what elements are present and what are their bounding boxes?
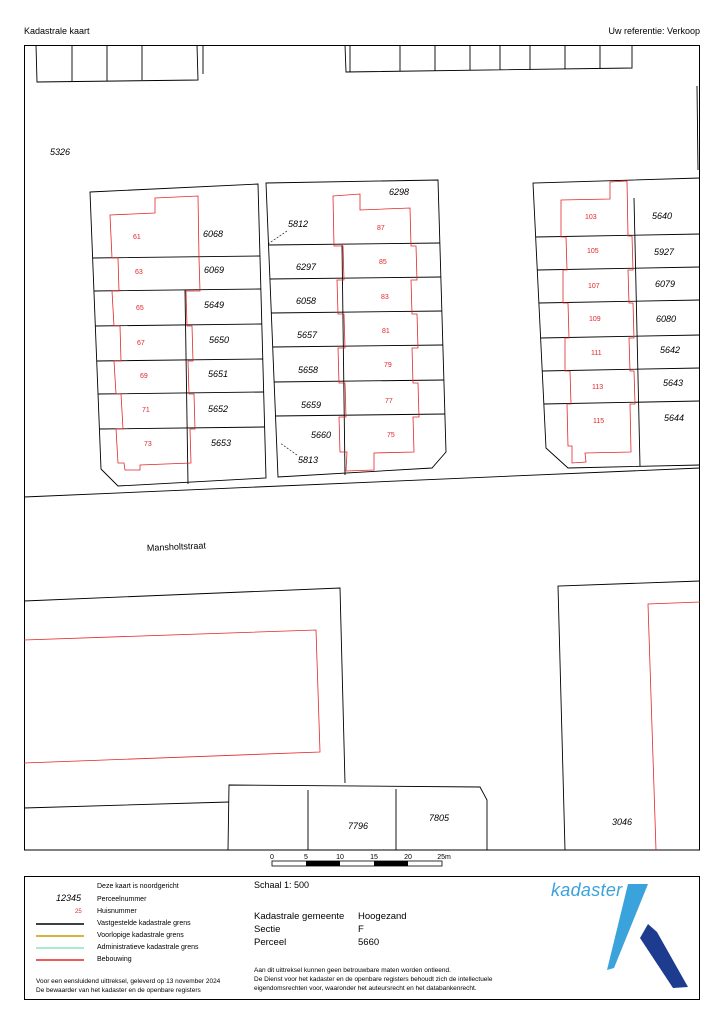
parcel-number: 6079	[655, 279, 676, 289]
parcel-number: 5644	[664, 413, 685, 423]
right-block-column-divider	[634, 198, 640, 466]
parcel-number: 5643	[663, 378, 684, 388]
scale-bar-label: 20	[404, 854, 412, 861]
house-number: 79	[384, 362, 392, 369]
parcel-number: 5649	[204, 300, 225, 310]
middle-block-buildings	[333, 194, 419, 471]
scale-bar-label: 15	[370, 854, 378, 861]
field-value-perceel: 5660	[358, 937, 380, 948]
house-number: 73	[144, 441, 152, 448]
southeast-block-outline	[558, 581, 700, 850]
parcel-number: 5650	[209, 335, 230, 345]
certification-line: De bewaarder van het kadaster en de openbare registers	[36, 987, 201, 994]
legend-bebouwing-label: Bebouwing	[97, 956, 132, 963]
scale-bar	[270, 854, 451, 866]
legend-administratief-label: Administratieve kadastrale grens	[97, 944, 199, 951]
field-value-sectie: F	[358, 924, 364, 935]
house-number: 61	[133, 234, 141, 241]
parcel-number: 5642	[660, 345, 681, 355]
parcel-number: 5326	[50, 147, 71, 157]
field-label-gemeente: Kadastrale gemeente	[254, 911, 345, 922]
kadaster-logo-dark-stroke	[640, 924, 688, 988]
southwest-block-outline	[24, 588, 345, 808]
legend-voorlopig-label: Voorlopige kadastrale grens	[97, 932, 184, 939]
parcel-number: 5652	[208, 404, 229, 414]
page-title: Kadastrale kaart	[24, 26, 90, 36]
east-edge-boundary	[697, 86, 698, 170]
middle-block-column-divider	[342, 245, 345, 475]
parcel-number: 5660	[311, 430, 332, 440]
house-number: 75	[387, 432, 395, 439]
field-value-gemeente: Hoogezand	[358, 911, 407, 922]
parcel-number: 5657	[297, 330, 318, 340]
house-number: 103	[585, 214, 597, 221]
field-label-sectie: Sectie	[254, 924, 281, 935]
parcel-number: 7805	[429, 813, 450, 823]
certification-line: Voor een eensluidend uittreksel, geleverd op 13 november 2024	[36, 978, 221, 985]
parcel-number: 5640	[652, 211, 673, 221]
parcel-number: 5659	[301, 400, 322, 410]
house-number: 69	[140, 373, 148, 380]
house-number: 111	[591, 350, 602, 357]
house-number: 87	[377, 225, 385, 232]
street-name: Mansholtstraat	[146, 540, 207, 553]
legend-north-note: Deze kaart is noordgericht	[97, 883, 179, 890]
parcel-number: 6068	[203, 229, 224, 239]
legend-house-number-sample: 25	[75, 909, 82, 915]
disclaimer-line: De Dienst voor het kadaster en de openbare registers behoudt zich de intellectuele	[254, 976, 493, 983]
field-label-perceel: Perceel	[254, 937, 287, 948]
parcel-number: 6080	[656, 314, 677, 324]
house-number: 109	[589, 316, 601, 323]
parcel-number: 6058	[296, 296, 317, 306]
house-number: 85	[379, 259, 387, 266]
parcel-5813-leader-line	[280, 443, 297, 455]
legend-house-number-label: Huisnummer	[97, 908, 137, 915]
house-number: 77	[385, 398, 393, 405]
scale-bar-label: 10	[336, 854, 344, 861]
house-number: 115	[593, 418, 605, 425]
parcel-number: 7796	[348, 821, 369, 831]
scale-bar-label: 0	[270, 854, 274, 861]
house-number: 83	[381, 294, 389, 301]
house-number: 67	[137, 340, 145, 347]
house-number: 71	[142, 407, 150, 414]
kadaster-logo-text: kadaster	[551, 880, 623, 900]
scale-bar-segment	[374, 861, 408, 866]
southeast-building	[648, 602, 700, 850]
house-number: 113	[592, 384, 604, 391]
scale-bar-outline	[272, 861, 442, 866]
parcel-number: 6069	[204, 265, 225, 275]
scale-bar-segment	[306, 861, 340, 866]
legend-parcel-number-label: Perceelnummer	[97, 896, 147, 903]
parcel-number: 6297	[296, 262, 317, 272]
house-number: 107	[588, 283, 600, 290]
parcel-number: 5813	[298, 455, 319, 465]
parcel-number: 6298	[389, 187, 410, 197]
parcel-number: 5658	[298, 365, 319, 375]
map-frame	[25, 46, 700, 851]
house-number: 81	[382, 328, 390, 335]
legend-vastgesteld-label: Vastgestelde kadastrale grens	[97, 920, 191, 927]
southwest-building	[24, 630, 320, 763]
parcel-number: 5812	[288, 219, 309, 229]
scale-bar-label: 5	[304, 854, 308, 861]
parcel-number: 3046	[612, 817, 633, 827]
house-number: 63	[135, 269, 143, 276]
top-right-parcel-strip	[345, 45, 632, 72]
disclaimer-line: eigendomsrechten voor, waaronder het auteursrecht en het databankenrecht.	[254, 985, 477, 992]
reference-label: Uw referentie: Verkoop	[608, 26, 700, 36]
parcel-number: 5653	[211, 438, 232, 448]
legend-parcel-number-sample: 12345	[56, 893, 82, 903]
house-number: 105	[587, 248, 599, 255]
disclaimer-line: Aan dit uittreksel kunnen geen betrouwbare maten worden ontleend.	[254, 967, 451, 974]
parcel-number: 5927	[654, 247, 675, 257]
parcel-number: 5651	[208, 369, 229, 379]
parcel-5812-leader-line	[268, 231, 287, 244]
top-left-parcel-strip	[36, 45, 203, 82]
house-number: 65	[136, 305, 144, 312]
map-scale: Schaal 1: 500	[254, 880, 310, 890]
scale-bar-label: 25m	[437, 854, 451, 861]
